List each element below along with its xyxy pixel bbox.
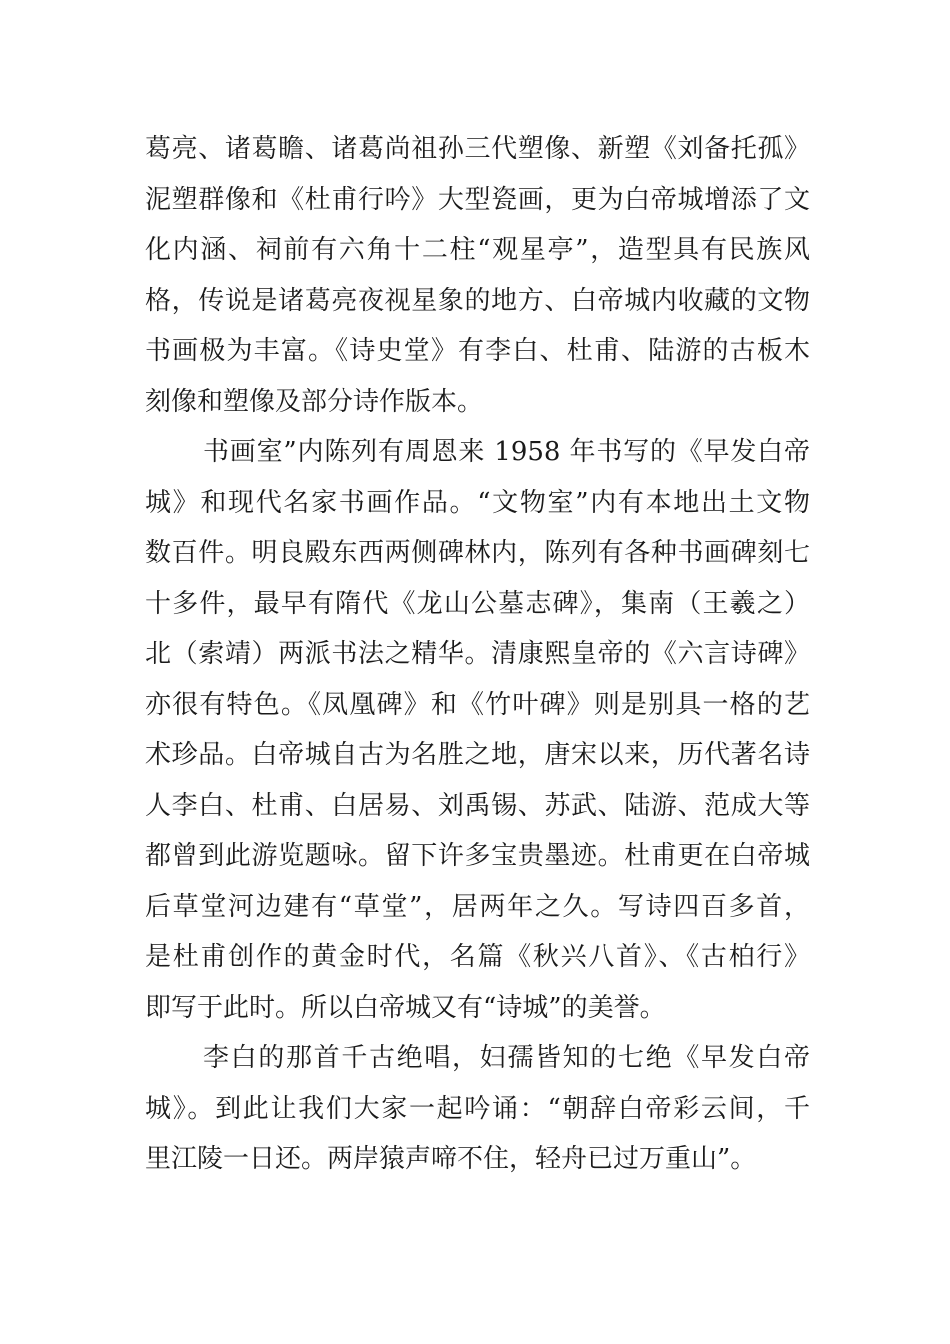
text-line: 十多件，最早有隋代《龙山公墓志碑》，集南（王羲之） (145, 588, 810, 619)
text-line: 人李白、杜甫、白居易、刘禹锡、苏武、陆游、范成大等 (145, 790, 810, 821)
text-line: 泥塑群像和《杜甫行吟》大型瓷画，更为白帝城增添了文 (145, 184, 810, 215)
text-line: 城》和现代名家书画作品。“文物室”内有本地出土文物 (145, 487, 810, 518)
text-line: 刻像和塑像及部分诗作版本。 (145, 386, 484, 417)
text-line: 术珍品。白帝城自古为名胜之地，唐宋以来，历代著名诗 (145, 740, 810, 770)
document-body (145, 124, 810, 1185)
text-line: 里江陵一日还。两岸猿声啼不住，轻舟已过万重山”。 (145, 1144, 757, 1174)
text-line: 李白的那首千古绝唱，妇孺皆知的七绝《早发白帝 (203, 1043, 810, 1073)
text-line: 城》。到此让我们大家一起吟诵：“朝辞白帝彩云间，千 (145, 1093, 810, 1124)
paragraph-3 (145, 1033, 810, 1185)
paragraph-2 (145, 427, 810, 1033)
text-line: 书画极为丰富。《诗史堂》有李白、杜甫、陆游的古板木 (145, 336, 810, 366)
text-line: 北（索靖）两派书法之精华。清康熙皇帝的《六言诗碑》 (145, 639, 810, 669)
text-line: 是杜甫创作的黄金时代，名篇《秋兴八首》、《古柏行》 (145, 942, 810, 972)
text-line: 即写于此时。所以白帝城又有“诗城”的美誉。 (145, 992, 666, 1023)
text-line: 格，传说是诸葛亮夜视星象的地方、白帝城内收藏的文物 (145, 285, 810, 316)
text-line: 后草堂河边建有“草堂”，居两年之久。写诗四百多首， (145, 891, 810, 922)
text-line: 化内涵、祠前有六角十二柱“观星亭”，造型具有民族风 (145, 235, 810, 265)
text-line: 都曾到此游览题咏。留下许多宝贵墨迹。杜甫更在白帝城 (145, 841, 810, 871)
text-line: 葛亮、诸葛瞻、诸葛尚祖孙三代塑像、新塑《刘备托孤》 (145, 134, 810, 164)
text-line: 亦很有特色。《凤凰碑》和《竹叶碑》则是别具一格的艺 (145, 689, 810, 720)
text-line: 书画室”内陈列有周恩来 1958 年书写的《早发白帝 (203, 437, 810, 467)
paragraph-1 (145, 124, 810, 427)
text-line: 数百件。明良殿东西两侧碑林内，陈列有各种书画碑刻七 (145, 538, 810, 568)
